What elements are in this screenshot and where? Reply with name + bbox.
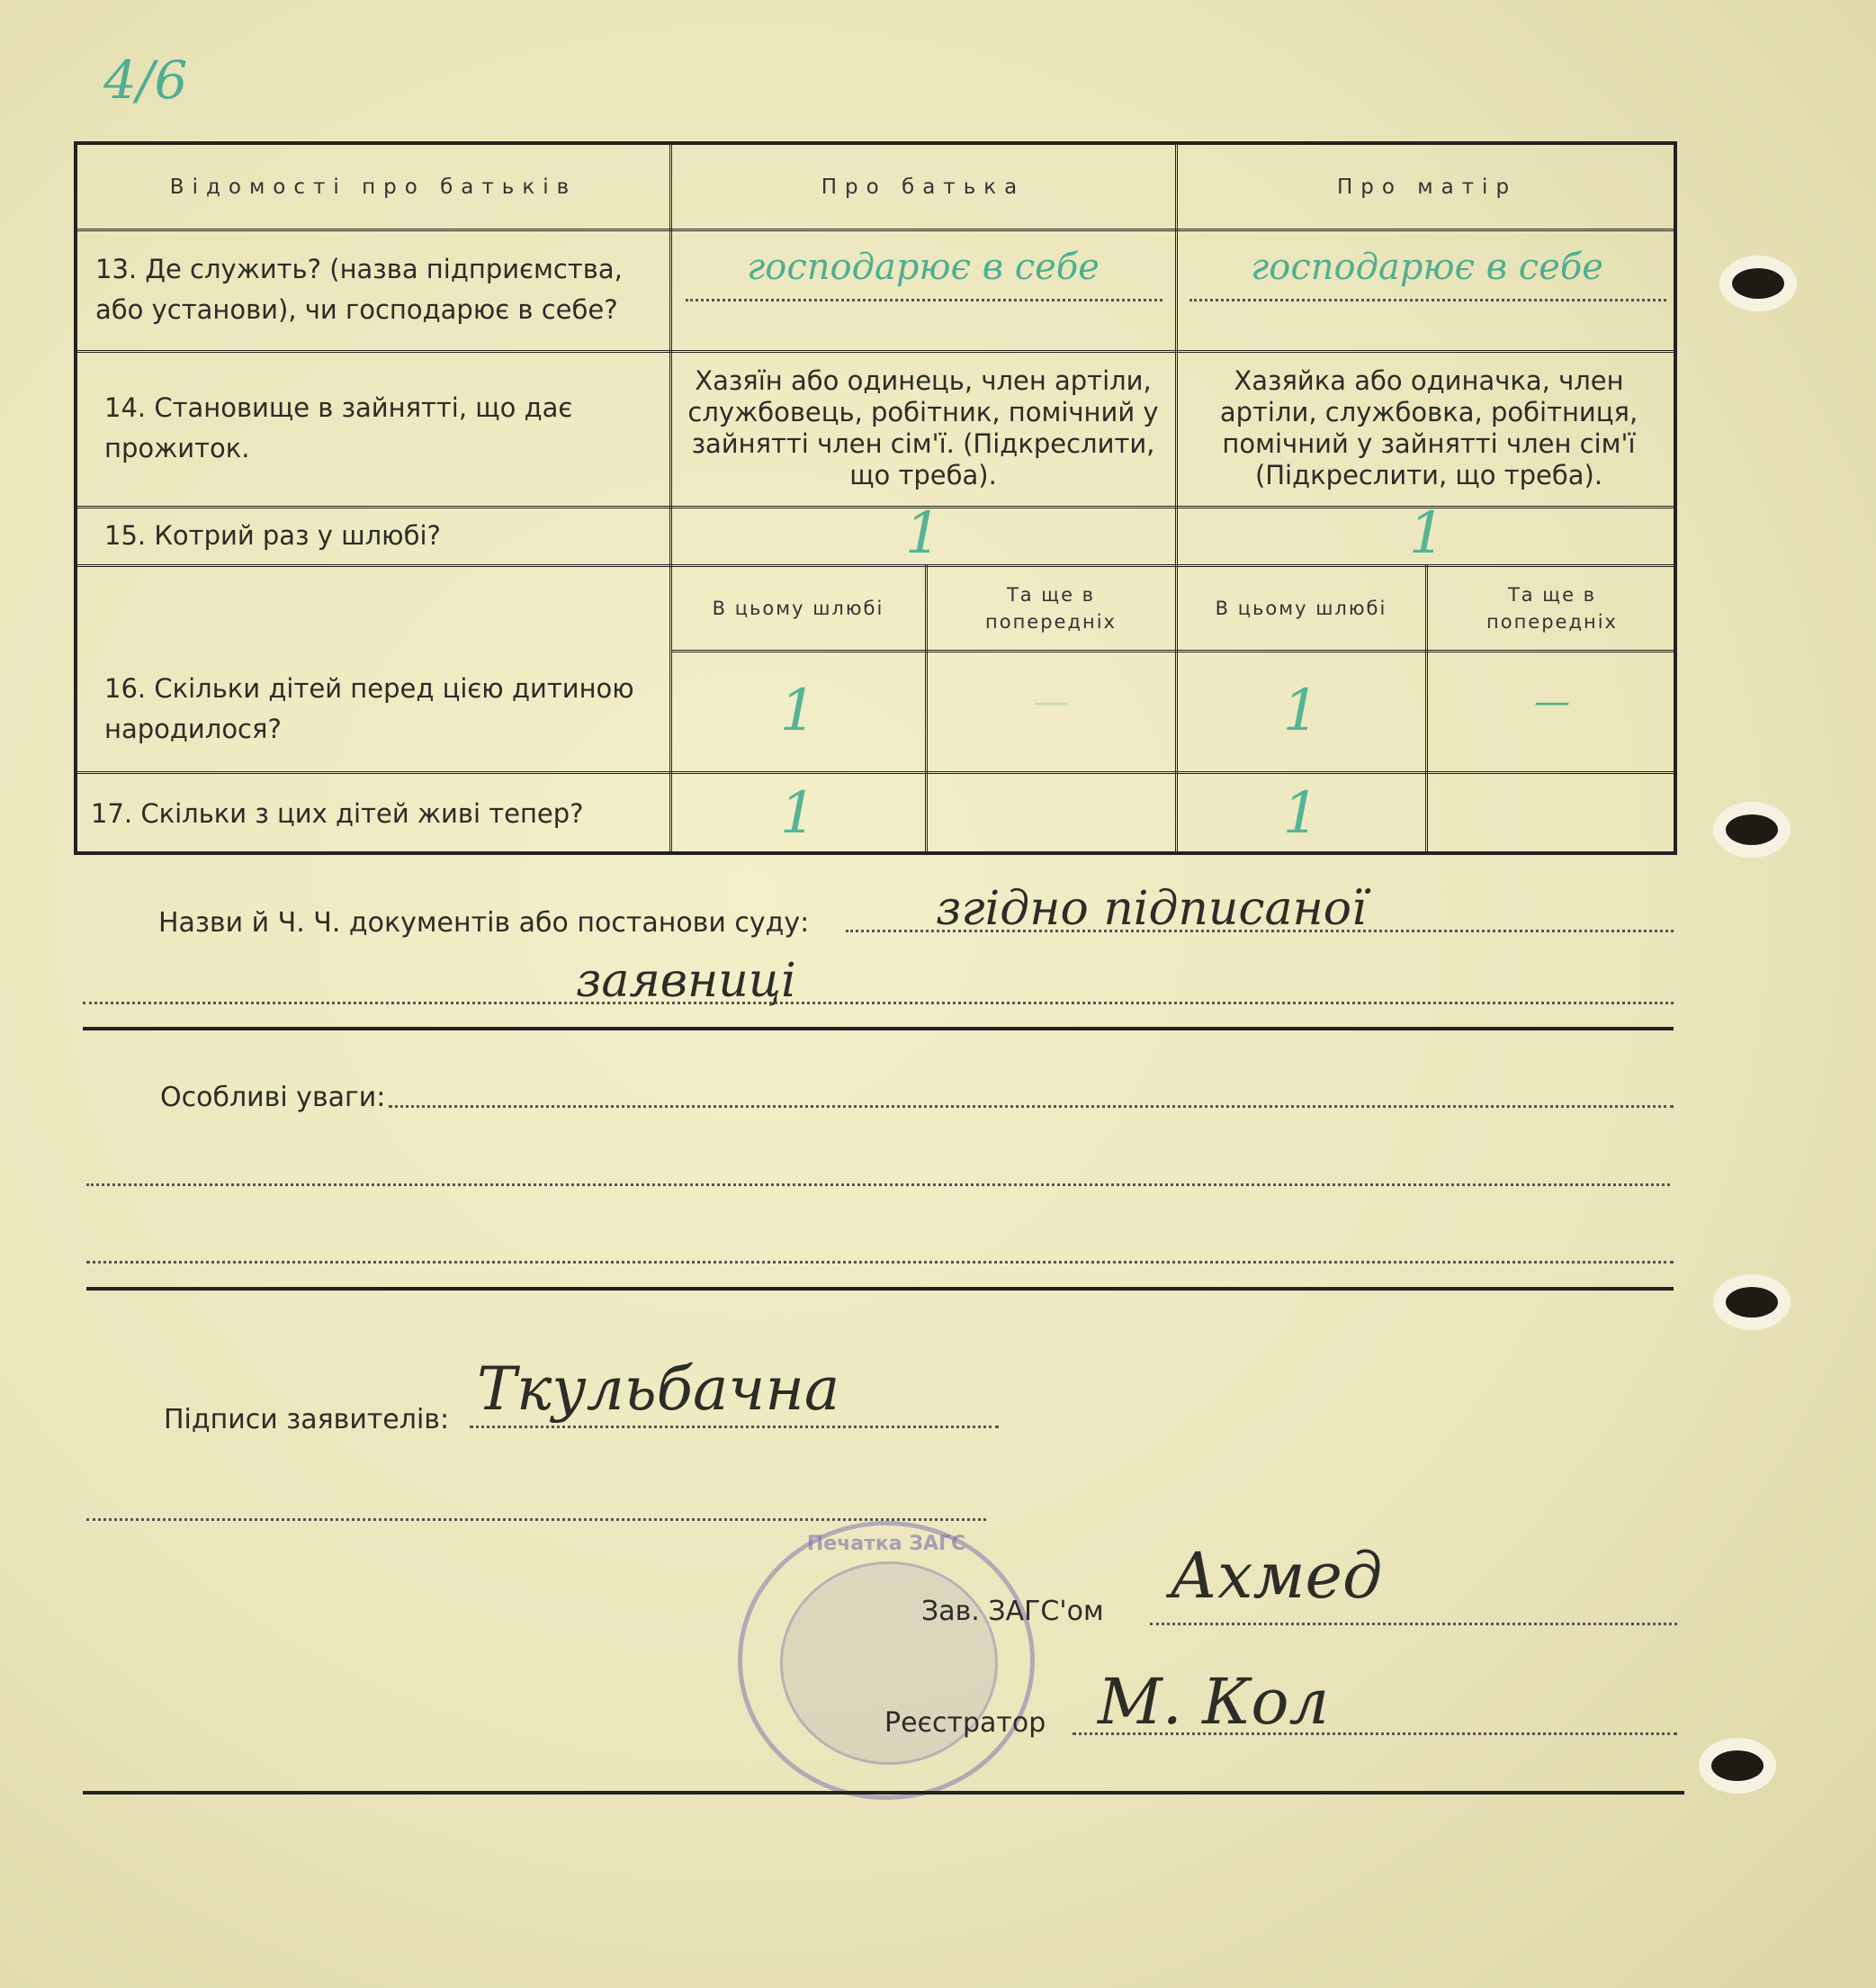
remarks-label: Особливі уваги:: [160, 1082, 386, 1113]
question-17: 17. Скільки з цих дітей живі тепер?: [91, 797, 584, 829]
header-mother: Про матір: [1336, 175, 1518, 199]
registrar-signature: М. Кол: [1098, 1665, 1330, 1739]
question-13: 13. Де служить? (назва підприємства, або установи), чи господарює в себе?: [95, 254, 623, 325]
question-15: 15. Котрий раз у шлюбі?: [104, 519, 441, 551]
parents-info-table: [74, 141, 1677, 855]
father-marriage-count: 1: [904, 500, 942, 567]
header-father: Про батька: [821, 175, 1026, 199]
documents-value-line2: заявниці: [576, 954, 796, 1008]
father-children-prev: —: [1033, 681, 1069, 723]
header-parents-info: Відомості про батьків: [169, 175, 578, 199]
father-children-this: 1: [779, 678, 817, 744]
registry-head-label: Зав. ЗАГС'ом: [921, 1596, 1104, 1627]
mother-workplace: господарює в себе: [1251, 247, 1603, 288]
mother-marriage-count: 1: [1408, 500, 1446, 567]
mother-sub-previous: Та ще в попередніх: [1486, 584, 1618, 633]
mother-status-options: Хазяйка або одиначка, член артіли, службовка, робітниця, помічний у зайнятті член сім'ї (Підкреслити, що треба).: [1219, 365, 1638, 490]
registry-head-signature: Ахмед: [1170, 1539, 1383, 1613]
registrar-label: Реєстратор: [884, 1707, 1046, 1739]
question-16: 16. Скільки дітей перед цією дитиною народилося?: [104, 673, 634, 744]
page-number-handwritten: 4/6: [103, 49, 188, 111]
applicant-signature: Ткульбачна: [477, 1354, 840, 1424]
father-sub-this-marriage: В цьому шлюбі: [712, 598, 884, 619]
father-children-alive: 1: [779, 780, 817, 847]
father-sub-previous: Та ще в попередніх: [985, 584, 1117, 633]
mother-children-this: 1: [1282, 678, 1320, 744]
mother-children-alive: 1: [1282, 780, 1320, 847]
documents-value-line1: згідно підписаної: [936, 882, 1367, 936]
question-14: 14. Становище в зайнятті, що дає прожиток.: [104, 392, 573, 463]
father-status-options: Хазяїн або одинець, член артіли, службовець, робітник, помічний у зайнятті член сім'ї. (Підкреслити, що треба).: [687, 365, 1159, 490]
applicants-signature-label: Підписи заявителів:: [164, 1404, 450, 1435]
mother-sub-this-marriage: В цьому шлюбі: [1215, 598, 1387, 619]
father-workplace: господарює в себе: [747, 247, 1100, 288]
stamp-text: Печатка ЗАГС: [806, 1533, 966, 1555]
documents-label: Назви й Ч. Ч. документів або постанови суду:: [158, 907, 810, 939]
mother-children-prev: —: [1534, 681, 1570, 723]
official-stamp: [738, 1521, 1035, 1800]
